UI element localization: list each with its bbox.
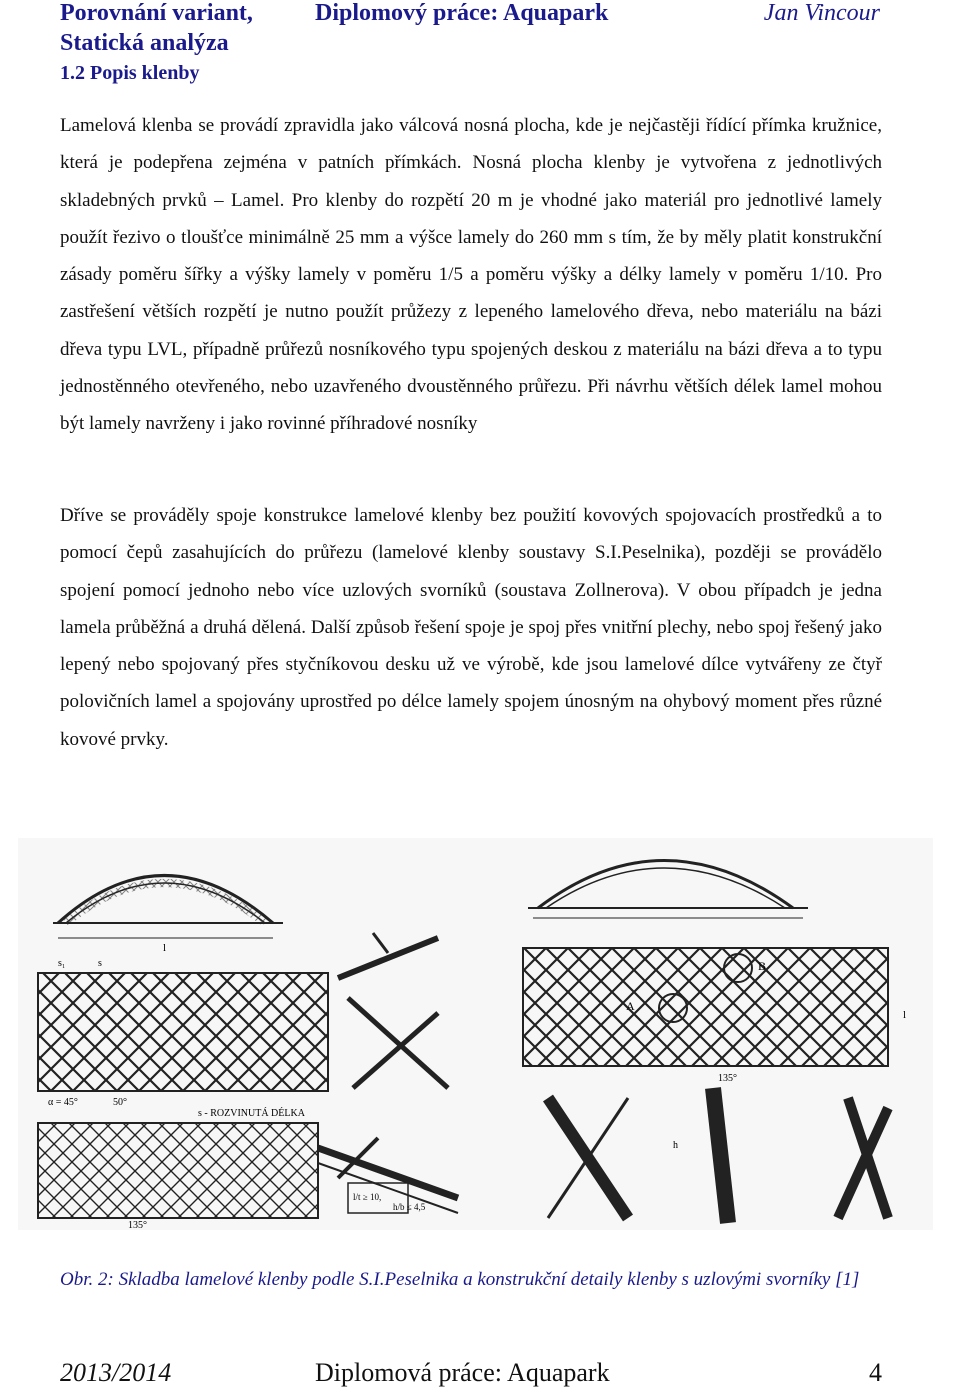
plan-grid-right [523,948,906,1084]
label-alpha: α = 45° [48,1097,78,1108]
label-detail-A: A [626,999,635,1013]
header-chapter-line2: Statická analýza [60,30,229,56]
page-footer [0,1358,960,1394]
page-header [0,0,960,100]
page-number: 4 [869,1358,882,1387]
label-angle135: 135° [128,1220,147,1230]
footer-title: Diplomová práce: Aquapark [315,1358,610,1387]
plan-grid-left [38,958,328,1108]
figure-caption: Obr. 2: Skladba lamelové klenby podle S.I.Peselnika a konstrukční detaily klenby s uzlovými svorníky [1] [60,1269,860,1290]
label-span-l-right: l [903,1009,907,1021]
label-detail-B: B [758,959,767,973]
label-s: s [98,958,102,969]
figure-lamella-vault-drawings [18,838,933,1230]
label-angle50: 50° [113,1097,127,1108]
paragraph-2: Dříve se prováděly spoje konstrukce lamelové klenby bez použití kovových spojovacích prostředků a to pomocí čepů zasahujících do průřezu (lamelové klenby soustavy S.I.Peselnika), později se provádělo spojení pomocí jednoho nebo více uzlových svorníků (soustava Zollnerova). V obou případch je jedna lamela průběžná a druhá dělená. Další způsob řešení spoje je spoj přes vnitřní plechy, nebo spoj řešený jako lepený nebo spojovaný přes styčníkovou desku už ve výrobě, kde jsou lamelové dílce vytvářeny ze čtyř polovičních lamel a spojovány uprostřed po délce lamely spojem únosným na ohybový moment přes různé kovové prvky. [60,505,882,750]
label-developed-length: s - ROZVINUTÁ DÉLKA [198,1108,305,1119]
header-thesis-title: Diplomový práce: Aquapark [315,0,609,26]
plan-grid-bottom-left [38,1107,318,1230]
label-span-l: l [163,942,167,954]
label-ratio-l: l/t ≥ 10, [353,1192,382,1202]
header-chapter-line1: Porovnání variant, [60,0,253,26]
label-h: h [673,1140,678,1151]
paragraph-1: Lamelová klenba se provádí zpravidla jako válcová nosná plocha, kde je nejčastěji řídící přímka kružnice, která je podepřena zejména v patních přímkách. Nosná plocha klenby je vytvořena z jednotlivých skladebných prvků – Lamel. Pro klenby do rozpětí 20 m je vhodné jako materiál pro jednotlivé lamely použít řezivo o tloušťce minimálně 25 mm a výšce lamely do 260 mm s tím, že by měly platit konstrukční zásady poměru šířky a výšky lamely v poměru 1/5 a poměru výšky a délky lamely v poměru 1/10. Pro zastřešení větších rozpětí je nutno použít průžezy z lepeného lamelového dřeva, nebo materiálu na bázi dřeva typu LVL, případně průřezů nosníkového typu spojených deskou z materiálu na bázi dřeva a to typu jednostěnného otevřeného, nebo uzavřeného dvoustěnného průřezu. Při návrhu větších délek lamel mohou být lamely navrženy i jako rovinné příhradové nosníky [60,115,882,435]
label-angle135-right: 135° [718,1073,737,1084]
section-heading: 1.2 Popis klenby [60,62,200,84]
header-author: Jan Vincour [763,0,880,26]
label-ratio-h: h/b ≤ 4,5 [393,1202,426,1212]
footer-year: 2013/2014 [60,1358,172,1387]
label-s1: s₁ [58,958,66,969]
